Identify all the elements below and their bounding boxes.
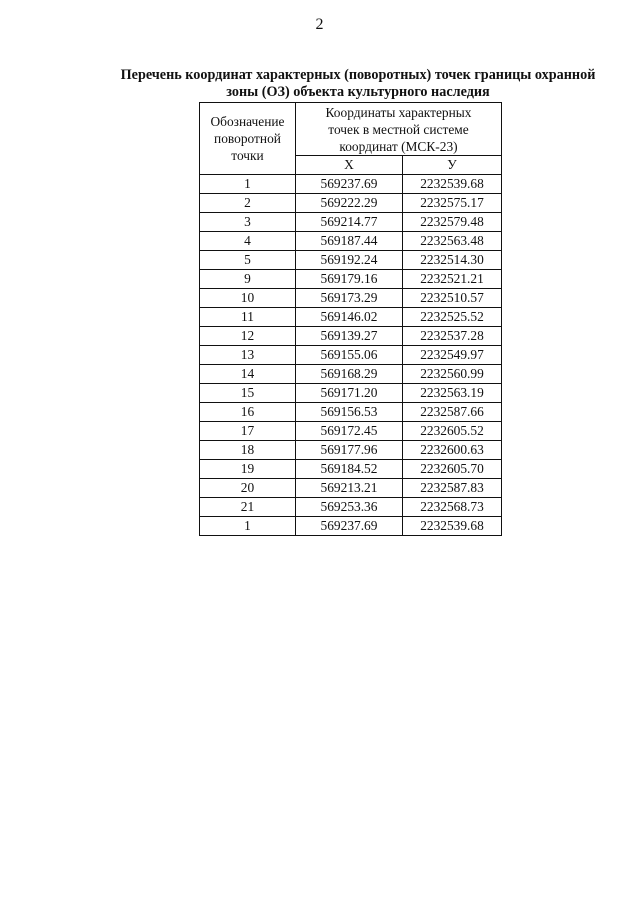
table-row	[200, 365, 502, 384]
x-cell: 569253.36	[296, 498, 403, 517]
x-cell: 569168.29	[296, 365, 403, 384]
x-cell: 569192.24	[296, 251, 403, 270]
point-cell: 19	[200, 460, 296, 479]
y-cell: 2232579.48	[403, 213, 502, 232]
table-row	[200, 517, 502, 536]
table-row	[200, 232, 502, 251]
y-cell: 2232521.21	[403, 270, 502, 289]
point-cell: 2	[200, 194, 296, 213]
y-cell: 2232575.17	[403, 194, 502, 213]
coordinates-header-line: Координаты характерных	[325, 104, 472, 120]
point-cell: 5	[200, 251, 296, 270]
x-cell: 569155.06	[296, 346, 403, 365]
y-cell: 2232537.28	[403, 327, 502, 346]
x-cell: 569177.96	[296, 441, 403, 460]
y-cell: 2232605.52	[403, 422, 502, 441]
point-cell: 21	[200, 498, 296, 517]
coordinates-table	[199, 102, 502, 536]
x-cell: 569139.27	[296, 327, 403, 346]
y-cell: 2232563.48	[403, 232, 502, 251]
table-row	[200, 460, 502, 479]
y-cell: 2232539.68	[403, 175, 502, 194]
document-title-line-2: зоны (ОЗ) объекта культурного наследия	[226, 84, 490, 100]
x-cell: 569237.69	[296, 517, 403, 536]
document-title-line-1: Перечень координат характерных (поворотных) точек границы охранной	[120, 67, 596, 83]
table-row	[200, 327, 502, 346]
coordinates-header-line: координат (МСК-23)	[339, 138, 458, 154]
table-row	[200, 289, 502, 308]
y-cell: 2232605.70	[403, 460, 502, 479]
table-row	[200, 251, 502, 270]
x-cell: 569213.21	[296, 479, 403, 498]
table-row	[200, 194, 502, 213]
x-cell: 569171.20	[296, 384, 403, 403]
y-cell: 2232525.52	[403, 308, 502, 327]
y-cell: 2232560.99	[403, 365, 502, 384]
point-cell: 18	[200, 441, 296, 460]
coordinates-header-line: точек в местной системе	[328, 121, 469, 137]
x-cell: 569173.29	[296, 289, 403, 308]
table-body	[200, 175, 502, 536]
y-column-header: У	[403, 156, 502, 175]
point-cell: 12	[200, 327, 296, 346]
table-row	[200, 441, 502, 460]
y-cell: 2232549.97	[403, 346, 502, 365]
point-cell: 16	[200, 403, 296, 422]
point-cell: 3	[200, 213, 296, 232]
x-column-header: Х	[296, 156, 403, 175]
y-cell: 2232568.73	[403, 498, 502, 517]
document-title	[88, 67, 628, 101]
point-cell: 1	[200, 517, 296, 536]
table-header-row	[200, 103, 502, 156]
x-cell: 569179.16	[296, 270, 403, 289]
y-cell: 2232600.63	[403, 441, 502, 460]
page-number: 2	[315, 16, 324, 33]
y-cell: 2232587.66	[403, 403, 502, 422]
point-cell: 10	[200, 289, 296, 308]
table-row	[200, 308, 502, 327]
table-header	[200, 103, 502, 175]
table-row	[200, 403, 502, 422]
table-row	[200, 422, 502, 441]
y-cell: 2232510.57	[403, 289, 502, 308]
x-cell: 569214.77	[296, 213, 403, 232]
x-cell: 569187.44	[296, 232, 403, 251]
coordinates-header	[296, 103, 502, 156]
table-row	[200, 270, 502, 289]
x-cell: 569184.52	[296, 460, 403, 479]
point-cell: 14	[200, 365, 296, 384]
point-designation-header-line: точки	[231, 148, 264, 163]
point-designation-header	[200, 103, 296, 175]
table-row	[200, 346, 502, 365]
y-cell: 2232514.30	[403, 251, 502, 270]
x-cell: 569146.02	[296, 308, 403, 327]
x-cell: 569172.45	[296, 422, 403, 441]
point-cell: 4	[200, 232, 296, 251]
point-cell: 13	[200, 346, 296, 365]
table-row	[200, 175, 502, 194]
x-cell: 569156.53	[296, 403, 403, 422]
point-cell: 11	[200, 308, 296, 327]
point-designation-header-line: поворотной	[214, 131, 281, 146]
point-cell: 15	[200, 384, 296, 403]
point-cell: 1	[200, 175, 296, 194]
table-row	[200, 213, 502, 232]
point-cell: 20	[200, 479, 296, 498]
x-cell: 569222.29	[296, 194, 403, 213]
y-cell: 2232587.83	[403, 479, 502, 498]
point-cell: 9	[200, 270, 296, 289]
table-row	[200, 498, 502, 517]
point-cell: 17	[200, 422, 296, 441]
x-cell: 569237.69	[296, 175, 403, 194]
table-row	[200, 384, 502, 403]
y-cell: 2232539.68	[403, 517, 502, 536]
y-cell: 2232563.19	[403, 384, 502, 403]
point-designation-header-line: Обозначение	[210, 114, 285, 129]
table-row	[200, 479, 502, 498]
